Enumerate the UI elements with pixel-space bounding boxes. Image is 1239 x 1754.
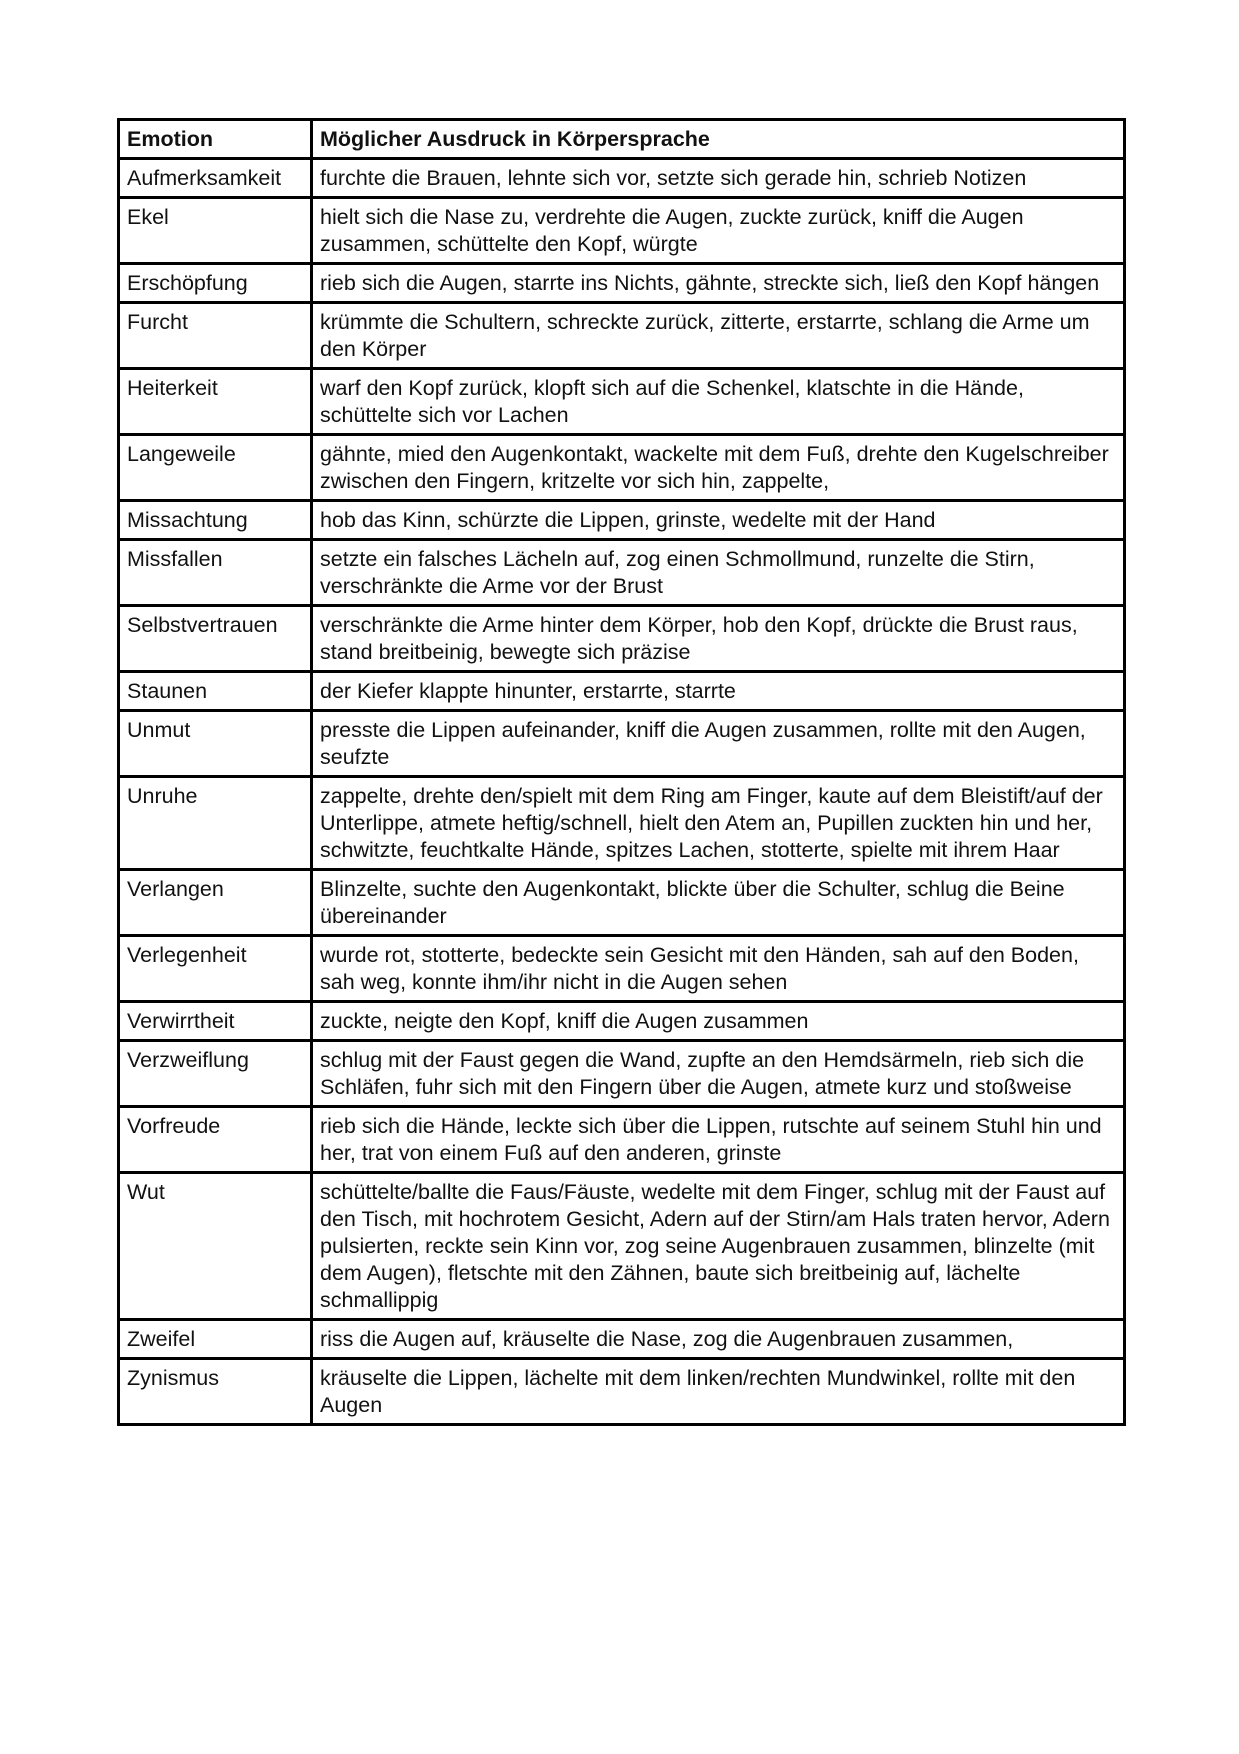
expression-cell: rieb sich die Hände, leckte sich über die Lippen, rutschte auf seinem Stuhl hin und her, trat von einem Fuß auf den anderen, grinste bbox=[312, 1107, 1125, 1173]
emotion-cell: Verlegenheit bbox=[119, 936, 312, 1002]
table-row bbox=[119, 1041, 1125, 1107]
table-row bbox=[119, 264, 1125, 303]
emotion-cell: Erschöpfung bbox=[119, 264, 312, 303]
emotion-body-language-table bbox=[117, 118, 1126, 1426]
emotion-cell: Verlangen bbox=[119, 870, 312, 936]
table-row bbox=[119, 870, 1125, 936]
emotion-cell: Selbstvertrauen bbox=[119, 606, 312, 672]
expression-cell: schüttelte/ballte die Faus/Fäuste, wedelte mit dem Finger, schlug mit der Faust auf den Tisch, mit hochrotem Gesicht, Adern auf der Stirn/am Hals traten hervor, Adern pulsierten, reckte sein Kinn vor, zog seine Augenbrauen zusammen, blinzelte (mit dem Augen), fletschte mit den Zähnen, baute sich breitbeinig auf, lächelte schmallippig bbox=[312, 1173, 1125, 1320]
emotion-cell: Aufmerksamkeit bbox=[119, 159, 312, 198]
emotion-cell: Verzweiflung bbox=[119, 1041, 312, 1107]
table-body bbox=[119, 159, 1125, 1425]
emotion-cell: Vorfreude bbox=[119, 1107, 312, 1173]
emotion-cell: Staunen bbox=[119, 672, 312, 711]
table-row bbox=[119, 369, 1125, 435]
table-row bbox=[119, 540, 1125, 606]
expression-cell: kräuselte die Lippen, lächelte mit dem linken/rechten Mundwinkel, rollte mit den Augen bbox=[312, 1359, 1125, 1425]
emotion-cell: Missachtung bbox=[119, 501, 312, 540]
expression-cell: presste die Lippen aufeinander, kniff die Augen zusammen, rollte mit den Augen, seufzte bbox=[312, 711, 1125, 777]
table-row bbox=[119, 936, 1125, 1002]
emotion-cell: Zynismus bbox=[119, 1359, 312, 1425]
expression-cell: setzte ein falsches Lächeln auf, zog einen Schmollmund, runzelte die Stirn, verschränkte die Arme vor der Brust bbox=[312, 540, 1125, 606]
emotion-cell: Missfallen bbox=[119, 540, 312, 606]
table-row bbox=[119, 435, 1125, 501]
emotion-cell: Furcht bbox=[119, 303, 312, 369]
table-row bbox=[119, 711, 1125, 777]
expression-cell: der Kiefer klappte hinunter, erstarrte, starrte bbox=[312, 672, 1125, 711]
emotion-cell: Heiterkeit bbox=[119, 369, 312, 435]
expression-cell: furchte die Brauen, lehnte sich vor, setzte sich gerade hin, schrieb Notizen bbox=[312, 159, 1125, 198]
expression-cell: gähnte, mied den Augenkontakt, wackelte mit dem Fuß, drehte den Kugelschreiber zwischen den Fingern, kritzelte vor sich hin, zappelte, bbox=[312, 435, 1125, 501]
table-row bbox=[119, 1359, 1125, 1425]
emotion-cell: Zweifel bbox=[119, 1320, 312, 1359]
emotion-cell: Unmut bbox=[119, 711, 312, 777]
expression-cell: verschränkte die Arme hinter dem Körper, hob den Kopf, drückte die Brust raus, stand breitbeinig, bewegte sich präzise bbox=[312, 606, 1125, 672]
table-row bbox=[119, 303, 1125, 369]
table-row bbox=[119, 672, 1125, 711]
table-row bbox=[119, 1173, 1125, 1320]
table-row bbox=[119, 501, 1125, 540]
expression-cell: krümmte die Schultern, schreckte zurück, zitterte, erstarrte, schlang die Arme um den Körper bbox=[312, 303, 1125, 369]
expression-cell: rieb sich die Augen, starrte ins Nichts, gähnte, streckte sich, ließ den Kopf hängen bbox=[312, 264, 1125, 303]
table-row bbox=[119, 1002, 1125, 1041]
table-row bbox=[119, 198, 1125, 264]
table-row bbox=[119, 1107, 1125, 1173]
expression-cell: zappelte, drehte den/spielt mit dem Ring am Finger, kaute auf dem Bleistift/auf der Unterlippe, atmete heftig/schnell, hielt den Atem an, Pupillen zuckten hin und her, schwitzte, feuchtkalte Hände, spitzes Lachen, stotterte, spielte mit ihrem Haar bbox=[312, 777, 1125, 870]
header-emotion: Emotion bbox=[119, 120, 312, 159]
table-header-row bbox=[119, 120, 1125, 159]
emotion-cell: Unruhe bbox=[119, 777, 312, 870]
expression-cell: hielt sich die Nase zu, verdrehte die Augen, zuckte zurück, kniff die Augen zusammen, schüttelte den Kopf, würgte bbox=[312, 198, 1125, 264]
table-row bbox=[119, 606, 1125, 672]
expression-cell: hob das Kinn, schürzte die Lippen, grinste, wedelte mit der Hand bbox=[312, 501, 1125, 540]
table-row bbox=[119, 1320, 1125, 1359]
expression-cell: schlug mit der Faust gegen die Wand, zupfte an den Hemdsärmeln, rieb sich die Schläfen, fuhr sich mit den Fingern über die Augen, atmete kurz und stoßweise bbox=[312, 1041, 1125, 1107]
expression-cell: wurde rot, stotterte, bedeckte sein Gesicht mit den Händen, sah auf den Boden, sah weg, konnte ihm/ihr nicht in die Augen sehen bbox=[312, 936, 1125, 1002]
expression-cell: zuckte, neigte den Kopf, kniff die Augen zusammen bbox=[312, 1002, 1125, 1041]
expression-cell: warf den Kopf zurück, klopft sich auf die Schenkel, klatschte in die Hände, schüttelte sich vor Lachen bbox=[312, 369, 1125, 435]
header-expression: Möglicher Ausdruck in Körpersprache bbox=[312, 120, 1125, 159]
emotion-cell: Langeweile bbox=[119, 435, 312, 501]
table-row bbox=[119, 777, 1125, 870]
expression-cell: Blinzelte, suchte den Augenkontakt, blickte über die Schulter, schlug die Beine übereinander bbox=[312, 870, 1125, 936]
emotion-cell: Ekel bbox=[119, 198, 312, 264]
emotion-cell: Wut bbox=[119, 1173, 312, 1320]
table-row bbox=[119, 159, 1125, 198]
expression-cell: riss die Augen auf, kräuselte die Nase, zog die Augenbrauen zusammen, bbox=[312, 1320, 1125, 1359]
emotion-cell: Verwirrtheit bbox=[119, 1002, 312, 1041]
